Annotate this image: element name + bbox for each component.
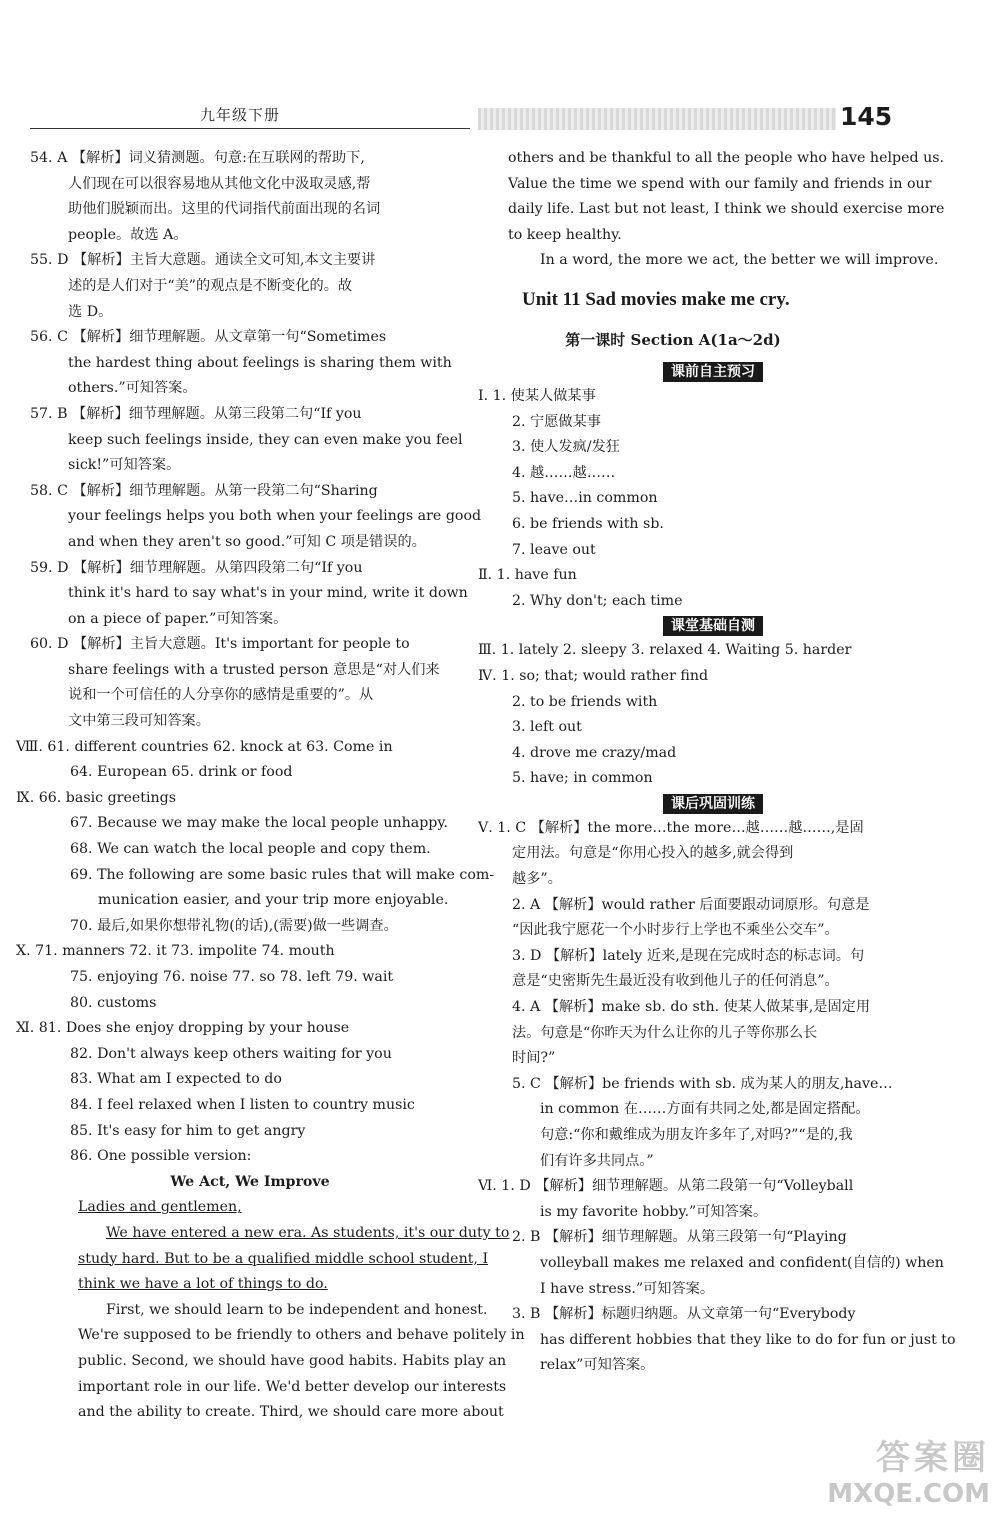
answer-line: 3. B 【解析】标题归纳题。从文章第一句“Everybody [512,1306,856,1323]
answer-line: has different hobbies that they like to do for fun or just to [540,1331,956,1348]
answer-line: 文中第三段可知答案。 [68,713,210,730]
answer-line: Ⅴ. 1. C 【解析】the more…the more…越……越……,是固 [478,819,864,836]
answer-line: 56. C 【解析】细节理解题。从文章第一句“Sometimes [30,329,387,346]
answer-line: 助他们脱颖而出。这里的代词指代前面出现的名词 [68,201,381,218]
essay-greeting: Ladies and gentlemen, [78,1199,242,1216]
left-column [16,146,525,1426]
essay-line: think we have a lot of things to do. [78,1276,328,1293]
answer-line: 59. D 【解析】细节理解题。从第四段第二句“If you [30,559,363,576]
answer-line: 2. Why don't; each time [512,592,683,609]
essay-line: study hard. But to be a qualified middle school student, I [78,1250,489,1267]
ribbon-after-class: 课后巩固训练 [663,794,763,814]
answer-line: 67. Because we may make the local people unhappy. [70,815,449,832]
answer-line: think it's hard to say what's in your mind, write it down [68,585,468,602]
answer-line: Ⅲ. 1. lately 2. sleepy 3. relaxed 4. Waiting 5. harder [478,642,852,659]
answer-line: 55. D 【解析】主旨大意题。通读全文可知,本文主要讲 [30,252,376,269]
essay-line: others and be thankful to all the people who have helped us. [508,150,944,166]
answer-line: 64. European 65. drink or food [70,764,293,781]
answer-line: relax”可知答案。 [540,1357,655,1374]
answer-line: share feelings with a trusted person 意思是“对人们来 [68,661,440,678]
answer-line: Ⅰ. 1. 使某人做某事 [478,387,596,404]
essay-line: important role in our life. We'd better develop our interests [78,1378,507,1395]
answer-line: sick!”可知答案。 [68,457,181,474]
answer-line: on a piece of paper.”可知答案。 [68,610,288,627]
answer-line: 时间?” [512,1050,556,1067]
answer-line: 5. C 【解析】be friends with sb. 成为某人的朋友,have… [512,1075,893,1092]
watermark [827,1430,990,1509]
answer-line: 69. The following are some basic rules that will make com- [70,866,495,883]
grade-label: 九年级下册 [200,106,281,124]
answer-line: 意是“史密斯先生最近没有收到他儿子的任何消息”。 [512,973,839,990]
answer-line: 82. Don't always keep others waiting for you [70,1045,392,1062]
answer-line: volleyball makes me relaxed and confident(自信的) when [540,1254,944,1271]
page-number: 145 [840,102,893,131]
answer-line: “因此我宁愿花一个小时步行上学也不乘坐公交车”。 [512,922,839,939]
answer-line: 句意:“你和戴维成为朋友许多年了,对吗?”“是的,我 [540,1127,853,1143]
essay-line: In a word, the more we act, the better we will improve. [540,252,939,269]
ribbon-preview: 课前自主预习 [663,362,763,382]
essay-title: We Act, We Improve [170,1173,330,1190]
essay-line: to keep healthy. [508,226,622,243]
answer-line: 83. What am I expected to do [70,1071,282,1088]
answer-line: 70. 最后,如果你想带礼物(的话),(需要)做一些调查。 [70,917,398,934]
essay-line: We're supposed to be friendly to others and behave politely in [78,1327,525,1344]
answer-line: 68. We can watch the local people and copy them. [70,841,431,858]
essay-line: Value the time we spend with our family and friends in our [508,175,932,192]
answer-line: your feelings helps you both when your feelings are good [68,508,482,525]
answer-line: 84. I feel relaxed when I listen to country music [70,1096,415,1113]
answer-line: Ⅵ. 1. D 【解析】细节理解题。从第二段第一句“Volleyball [478,1178,854,1195]
answer-line: Ⅺ. 81. Does she enjoy dropping by your house [16,1020,350,1037]
answer-line: 选 D。 [68,303,113,320]
answer-line: Ⅳ. 1. so; that; would rather find [478,667,709,684]
answer-line: 54. A 【解析】词义猜测题。句意:在互联网的帮助下, [30,150,365,166]
right-column [478,146,956,1379]
answer-line: 定用法。句意是“你用心投入的越多,就会得到 [512,845,794,862]
ribbon-class-test: 课堂基础自测 [663,616,763,636]
answer-line: 2. to be friends with [512,693,658,710]
answer-line: Ⅹ. 71. manners 72. it 73. impolite 74. mouth [16,943,335,960]
answer-line: 7. leave out [512,541,596,558]
answer-line: others.”可知答案。 [68,380,197,397]
answer-line: 2. 宁愿做某事 [512,413,601,430]
answer-line: 6. be friends with sb. [512,515,664,532]
header-rule [30,128,470,129]
answer-line: 4. drove me crazy/mad [512,744,677,761]
answer-line: 法。句意是“你昨天为什么让你的儿子等你那么长 [512,1024,818,1041]
answer-line: 说和一个可信任的人分享你的感情是重要的”。从 [68,687,374,704]
answer-line: 60. D 【解析】主旨大意题。It's important for people to [30,636,410,653]
answer-line: 人们现在可以很容易地从其他文化中汲取灵感,帮 [68,175,371,192]
answer-line: 80. customs [70,994,157,1011]
answer-line: 75. enjoying 76. noise 77. so 78. left 79. wait [70,969,394,985]
answer-line: Ⅱ. 1. have fun [478,567,577,584]
answer-line: 3. 使人发疯/发狂 [512,439,620,456]
answer-line: 们有许多共同点。” [540,1152,654,1169]
answer-line: and when they aren't so good.”可知 C 项是错误的。 [68,533,426,550]
watermark-logo: 答案圈 [876,1438,990,1478]
answer-line: 3. D 【解析】lately 近来,是现在完成时态的标志词。句 [512,947,865,964]
essay-line: and the ability to create. Third, we should care more about [78,1404,504,1421]
essay-line: First, we should learn to be independent and honest. [106,1301,488,1318]
answer-line: 86. One possible version: [70,1148,252,1165]
essay-line: We have entered a new era. As students, it's our duty to [106,1224,510,1241]
watermark-url: MXQE.COM [827,1479,990,1509]
answer-line: keep such feelings inside, they can even make you feel [68,431,463,448]
answer-line: 58. C 【解析】细节理解题。从第一段第二句“Sharing [30,482,378,499]
essay-line: public. Second, we should have good habits. Habits play an [78,1352,507,1369]
section-title: 第一课时 Section A(1a～2d) [565,330,781,349]
answer-line: 越多”。 [512,871,562,888]
answer-line: I have stress.”可知答案。 [540,1280,715,1297]
answer-line: 57. B 【解析】细节理解题。从第三段第二句“If you [30,405,362,422]
answer-line: 5. have; in common [512,770,653,787]
answer-line: is my favorite hobby.”可知答案。 [540,1203,768,1220]
answer-line: 述的是人们对于“美”的观点是不断变化的。故 [68,277,353,294]
answer-line: 5. have…in common [512,490,658,507]
answer-line: 4. 越……越…… [512,464,616,481]
answer-line: in common 在……方面有共同之处,都是固定搭配。 [540,1101,870,1118]
answer-line: munication easier, and your trip more enjoyable. [98,892,449,909]
essay-line: daily life. Last but not least, I think we should exercise more [508,201,945,218]
answer-line: 2. A 【解析】would rather 后面要跟动词原形。句意是 [512,896,870,913]
answer-line: Ⅷ. 61. different countries 62. knock at 63. Come in [16,738,393,755]
answer-line: 2. B 【解析】细节理解题。从第三段第一句“Playing [512,1229,847,1246]
unit-title: Unit 11 Sad movies make me cry. [522,288,790,310]
header-band [478,108,836,130]
answer-line: Ⅸ. 66. basic greetings [16,789,176,806]
answer-line: people。故选 A。 [68,226,188,243]
answer-line: 85. It's easy for him to get angry [70,1122,306,1139]
answer-line: the hardest thing about feelings is sharing them with [68,354,452,371]
answer-line: 3. left out [512,719,582,736]
answer-line: 4. A 【解析】make sb. do sth. 使某人做某事,是固定用 [512,999,871,1016]
